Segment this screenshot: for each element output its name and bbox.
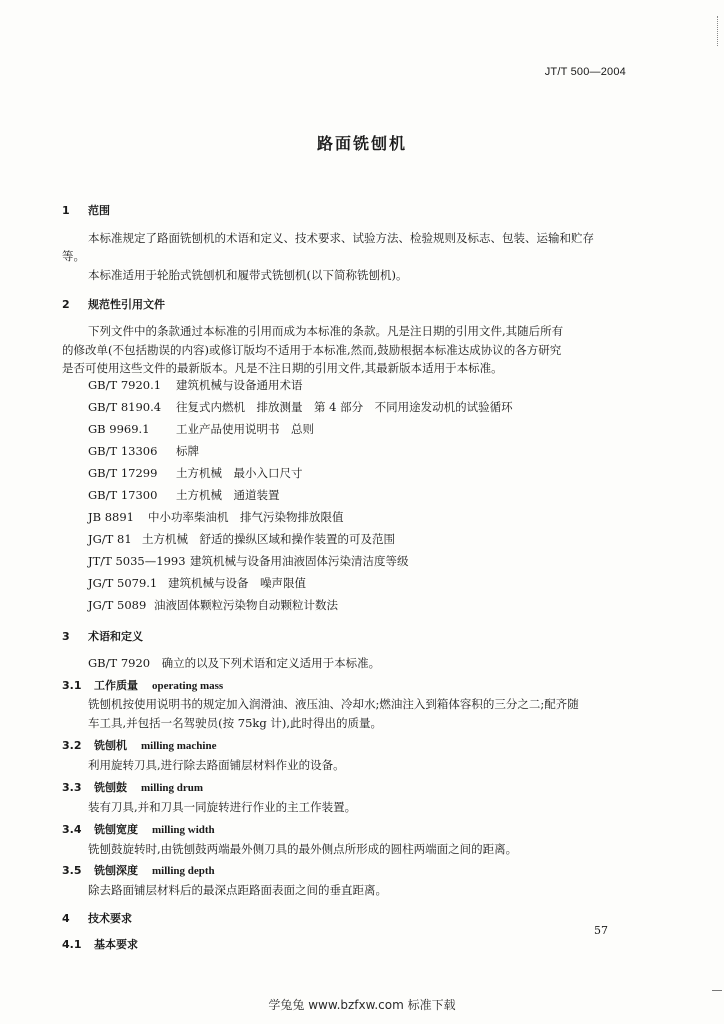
section-1-heading <box>62 202 110 218</box>
reference-title: 建筑机械与设备用油液固体污染清洁度等级 <box>190 554 409 568</box>
reference-title: 油液固体颗粒污染物自动颗粒计数法 <box>154 598 338 612</box>
paragraph-line: 是否可使用这些文件的最新版本。凡是不注日期的引用文件,其最新版本适用于本标准。 <box>62 361 503 375</box>
paragraph-line: 除去路面铺层材料后的最深点距路面表面之间的垂直距离。 <box>88 883 387 897</box>
reference-title: 工业产品使用说明书 总则 <box>176 422 314 436</box>
section-title: 规范性引用文件 <box>88 298 165 311</box>
reference-code: JG/T 81 <box>88 532 132 546</box>
term-number: 3.4 <box>62 823 82 836</box>
reference-code: JB 8891 <box>88 510 134 524</box>
term-name: 铣刨宽度 <box>94 823 138 836</box>
reference-title: 建筑机械与设备通用术语 <box>176 378 303 392</box>
paragraph-line: 车工具,并包括一名驾驶员(按 75kg 计),此时得出的质量。 <box>88 716 383 730</box>
term-heading <box>62 737 216 753</box>
section-number: 4 <box>62 912 70 925</box>
reference-item <box>88 421 314 437</box>
section-number: 2 <box>62 298 70 311</box>
page-number: 57 <box>594 924 608 937</box>
section-title: 范围 <box>88 204 110 217</box>
section-title: 术语和定义 <box>88 630 143 643</box>
term-number: 3.3 <box>62 781 82 794</box>
standard-code: JT/T 500—2004 <box>544 66 626 78</box>
reference-title: 往复式内燃机 排放测量 第 4 部分 不同用途发动机的试验循环 <box>176 400 513 414</box>
reference-code: GB/T 7920.1 <box>88 378 162 392</box>
paragraph-line: 铣刨鼓旋转时,由铣刨鼓两端最外侧刀具的最外侧点所形成的圆柱两端面之间的距离。 <box>88 842 518 856</box>
reference-code: JG/T 5089 <box>88 598 147 612</box>
reference-code: GB/T 13306 <box>88 444 158 458</box>
reference-title: 中小功率柴油机 排气污染物排放限值 <box>148 510 344 524</box>
paragraph-line: 装有刀具,并和刀具一同旋转进行作业的主工作装置。 <box>88 800 357 814</box>
reference-code: GB/T 17300 <box>88 488 158 502</box>
term-english: milling drum <box>141 782 204 794</box>
section-number: 3 <box>62 630 70 643</box>
subsection-number: 4.1 <box>62 938 82 951</box>
term-english: milling machine <box>141 740 217 752</box>
reference-title: 土方机械 舒适的操纵区域和操作装置的可及范围 <box>142 532 395 546</box>
reference-item <box>88 553 409 569</box>
reference-code: JG/T 5079.1 <box>88 576 158 590</box>
section-number: 1 <box>62 204 70 217</box>
section-2-heading <box>62 296 165 312</box>
paragraph-line: 下列文件中的条款通过本标准的引用而成为本标准的条款。凡是注日期的引用文件,其随后所有 <box>88 324 564 338</box>
term-english: milling depth <box>152 865 215 877</box>
reference-code: GB/T 8190.4 <box>88 400 162 414</box>
section-4-heading <box>62 910 132 926</box>
paragraph-line: GB/T 7920 确立的以及下列术语和定义适用于本标准。 <box>88 656 381 670</box>
paragraph-line: 利用旋转刀具,进行除去路面铺层材料作业的设备。 <box>88 758 345 772</box>
reference-item <box>88 465 303 481</box>
reference-title: 标牌 <box>176 444 199 458</box>
term-heading <box>62 862 215 878</box>
footer-watermark[interactable]: 学兔兔 www.bzfxw.com 标准下载 <box>268 998 456 1012</box>
reference-item <box>88 575 306 591</box>
paragraph-line: 的修改单(不包括勘误的内容)或修订版均不适用于本标准,然而,鼓励根据本标准达成协议的各方研究 <box>62 343 562 357</box>
reference-code: GB/T 17299 <box>88 466 158 480</box>
term-number: 3.5 <box>62 864 82 877</box>
reference-item <box>88 597 338 613</box>
term-number: 3.2 <box>62 739 82 752</box>
subsection-4-1-heading <box>62 936 138 952</box>
term-heading <box>62 821 215 837</box>
reference-code: GB 9969.1 <box>88 422 150 436</box>
paragraph-line: 铣刨机按使用说明书的规定加入润滑油、液压油、冷却水;燃油注入到箱体容积的三分之二;配齐随 <box>88 697 579 711</box>
reference-item <box>88 531 395 547</box>
reference-item <box>88 487 280 503</box>
reference-code: JT/T 5035—1993 <box>88 554 186 568</box>
term-number: 3.1 <box>62 679 82 692</box>
reference-item <box>88 377 303 393</box>
section-3-heading <box>62 628 143 644</box>
term-english: operating mass <box>152 680 224 692</box>
reference-item <box>88 399 513 415</box>
reference-title: 土方机械 通道装置 <box>176 488 280 502</box>
term-name: 工作质量 <box>94 679 138 692</box>
term-heading <box>62 677 223 693</box>
paragraph-line: 本标准适用于轮胎式铣刨机和履带式铣刨机(以下简称铣刨机)。 <box>88 268 408 282</box>
term-name: 铣刨机 <box>94 739 127 752</box>
scan-edge-marks <box>717 16 720 46</box>
scan-edge-line <box>712 990 722 991</box>
subsection-title: 基本要求 <box>94 938 138 951</box>
reference-title: 土方机械 最小入口尺寸 <box>176 466 303 480</box>
paragraph-line: 本标准规定了路面铣刨机的术语和定义、技术要求、试验方法、检验规则及标志、包装、运输和贮存 <box>88 231 594 245</box>
term-heading <box>62 779 203 795</box>
reference-item <box>88 509 344 525</box>
paragraph-line: 等。 <box>62 249 85 263</box>
term-name: 铣刨鼓 <box>94 781 127 794</box>
reference-item <box>88 443 199 459</box>
section-title: 技术要求 <box>88 912 132 925</box>
reference-title: 建筑机械与设备 噪声限值 <box>168 576 306 590</box>
term-english: milling width <box>152 824 215 836</box>
term-name: 铣刨深度 <box>94 864 138 877</box>
page-title: 路面铣刨机 <box>316 134 407 153</box>
